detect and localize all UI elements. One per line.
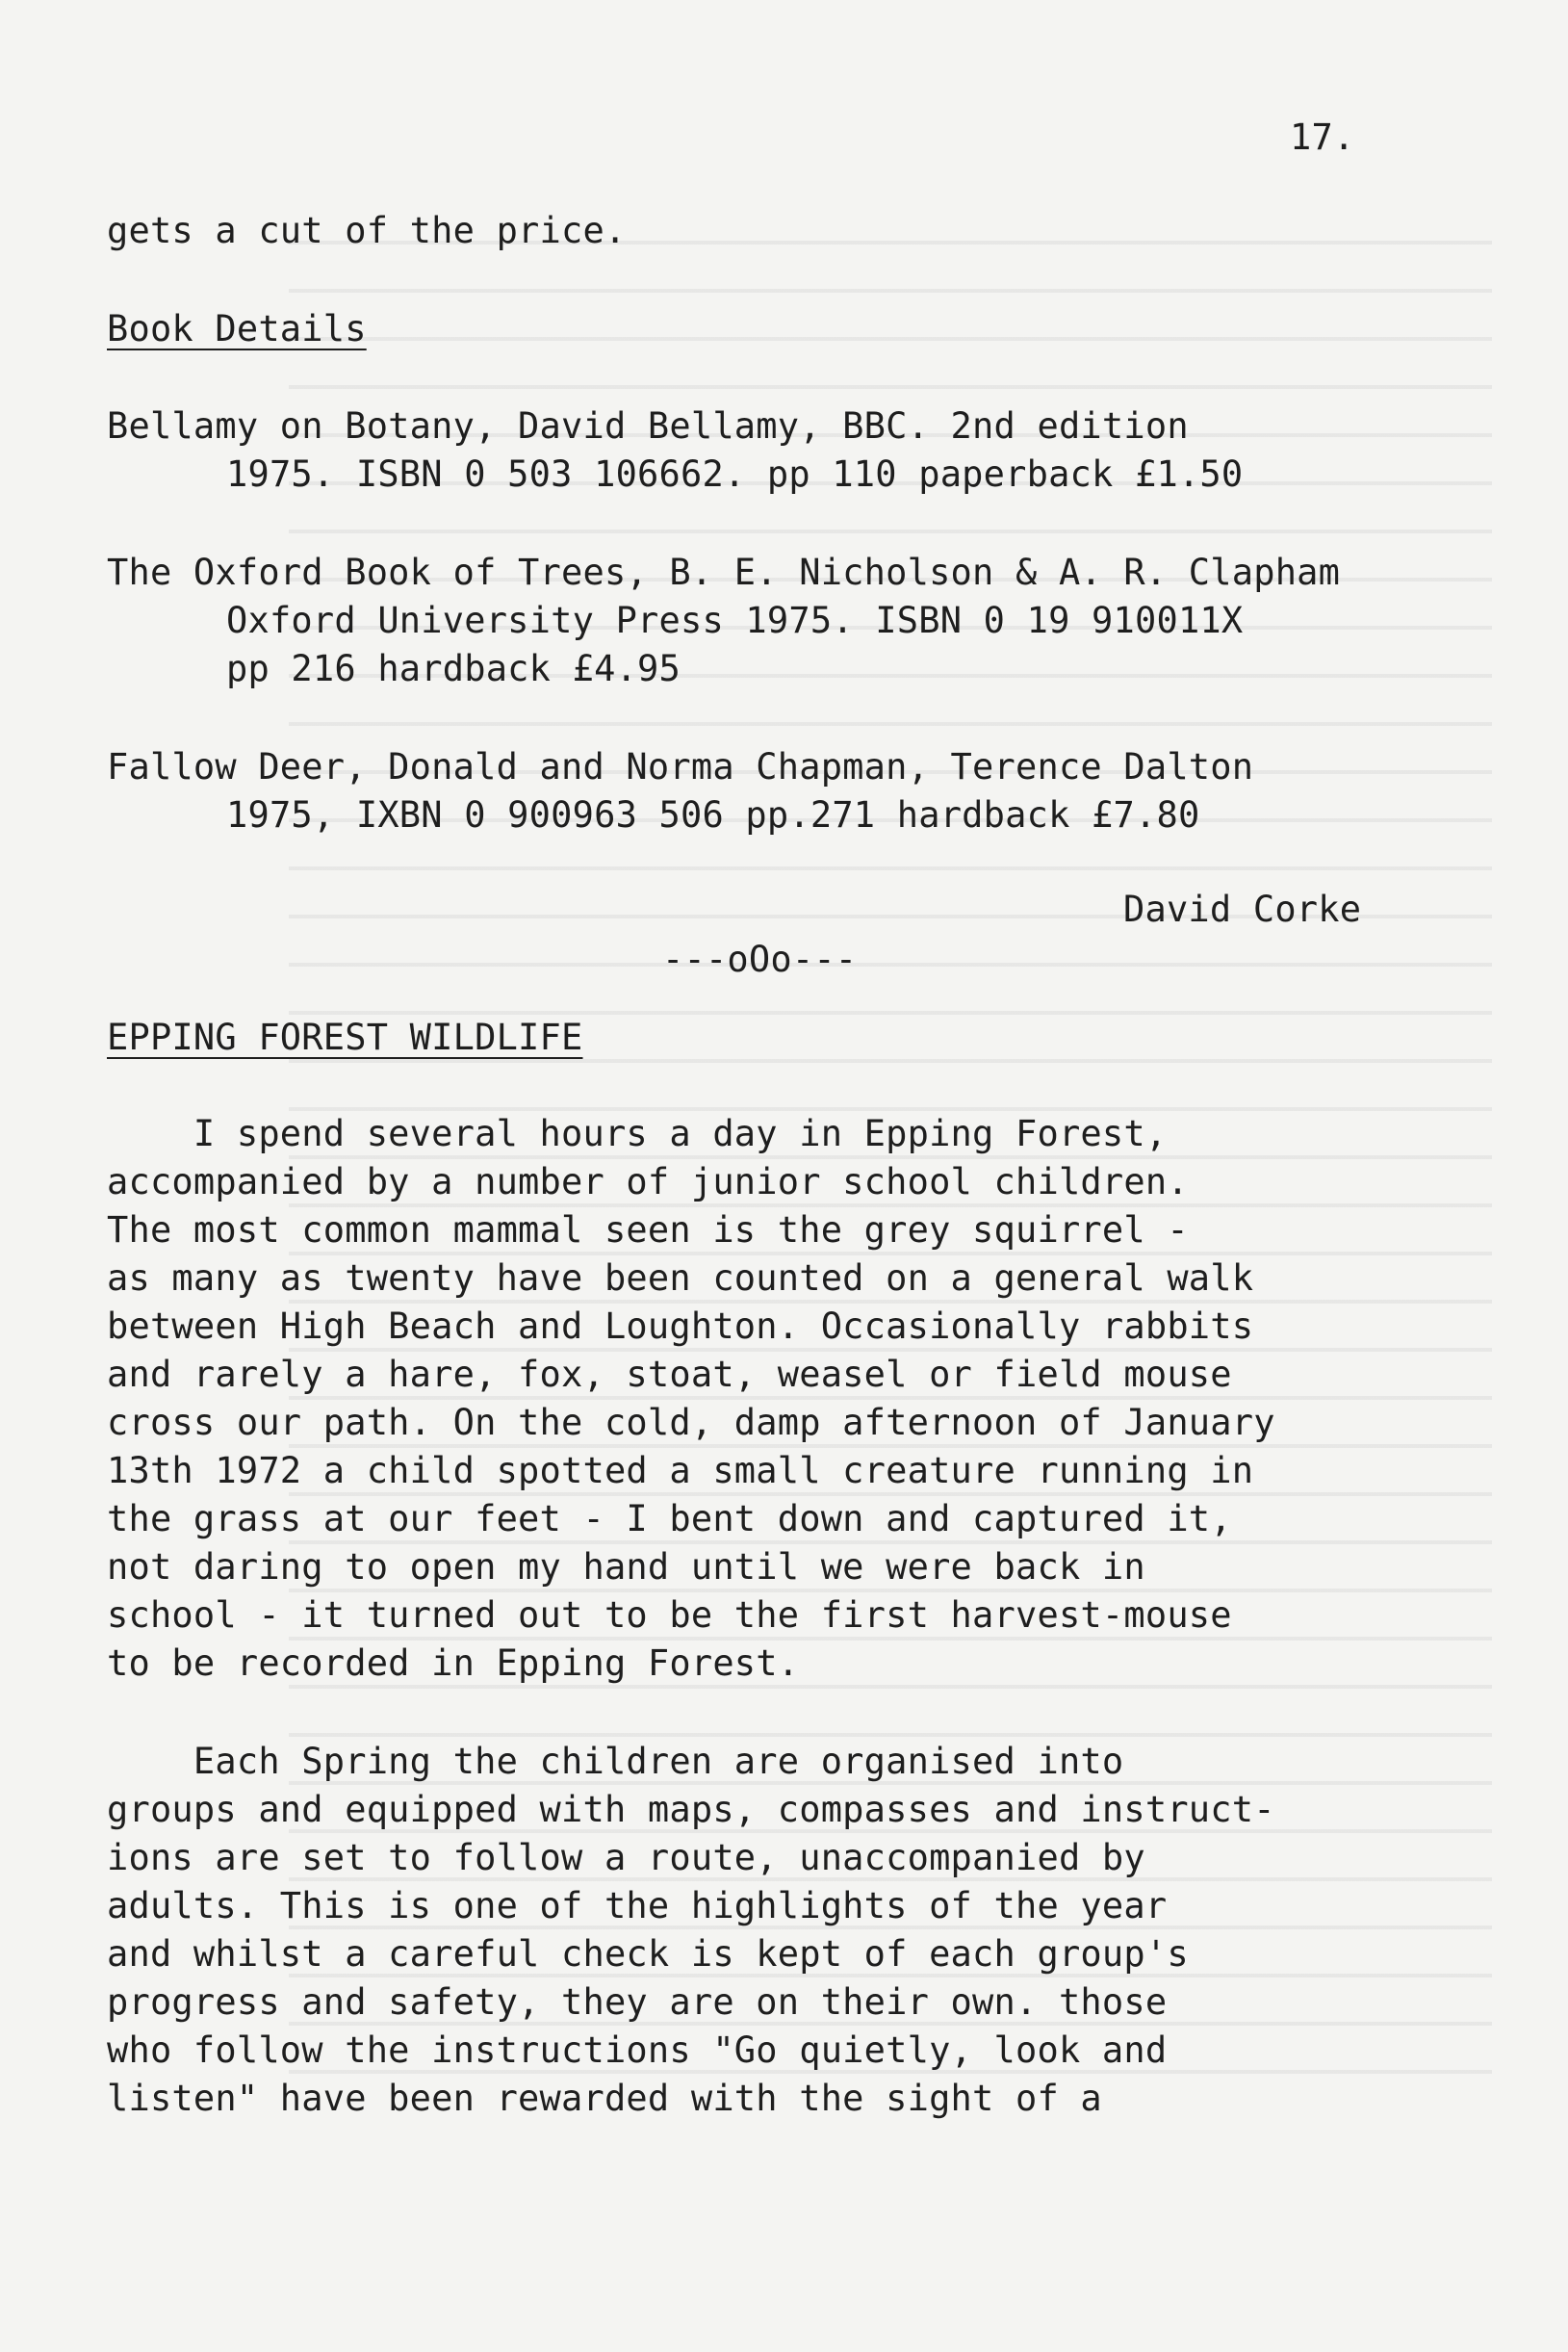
paragraph-2-line-8: listen" have been rewarded with the sight of a	[107, 2078, 1102, 2119]
paragraph-1-line-11: school - it turned out to be the first harvest-mouse	[107, 1594, 1232, 1636]
book-entry-2-line-3: pp 216 hardback £4.95	[226, 648, 681, 689]
paragraph-2-line-7: who follow the instructions "Go quietly, look and	[107, 2029, 1168, 2071]
paragraph-1-line-5: between High Beach and Loughton. Occasionally rabbits	[107, 1305, 1254, 1347]
paragraph-1-line-3: The most common mammal seen is the grey squirrel -	[107, 1209, 1189, 1251]
paragraph-1-line-4: as many as twenty have been counted on a general walk	[107, 1257, 1254, 1299]
book-entry-1-line-1: Bellamy on Botany, David Bellamy, BBC. 2nd edition	[107, 405, 1189, 447]
section-separator: ---oOo---	[662, 939, 858, 980]
paragraph-2-line-3: ions are set to follow a route, unaccompanied by	[107, 1837, 1145, 1878]
paragraph-2-line-4: adults. This is one of the highlights of the year	[107, 1885, 1168, 1926]
book-entry-3-line-1: Fallow Deer, Donald and Norma Chapman, Terence Dalton	[107, 746, 1254, 788]
paragraph-2-line-5: and whilst a careful check is kept of each group's	[107, 1933, 1189, 1975]
paragraph-2-line-6: progress and safety, they are on their own. those	[107, 1981, 1168, 2023]
article-heading: EPPING FOREST WILDLIFE	[107, 1017, 583, 1058]
book-entry-2-line-2: Oxford University Press 1975. ISBN 0 19 910011X	[226, 600, 1244, 641]
paragraph-2-line-1: Each Spring the children are organised into	[107, 1741, 1124, 1782]
book-entry-2-line-1: The Oxford Book of Trees, B. E. Nicholson & A. R. Clapham	[107, 552, 1341, 593]
book-details-heading: Book Details	[107, 308, 367, 349]
page-number: 17.	[1290, 116, 1355, 158]
paragraph-1-line-8: 13th 1972 a child spotted a small creature running in	[107, 1450, 1254, 1491]
paragraph-1-line-6: and rarely a hare, fox, stoat, weasel or field mouse	[107, 1354, 1232, 1395]
paragraph-1-line-1: I spend several hours a day in Epping Forest,	[107, 1113, 1168, 1154]
book-entry-1-line-2: 1975. ISBN 0 503 106662. pp 110 paperback £1.50	[226, 453, 1244, 495]
author-signature: David Corke	[1123, 889, 1362, 930]
book-entry-3-line-2: 1975, IXBN 0 900963 506 pp.271 hardback £7.80	[226, 794, 1200, 836]
opening-line: gets a cut of the price.	[107, 210, 627, 251]
paragraph-1-line-2: accompanied by a number of junior school children.	[107, 1161, 1189, 1202]
paragraph-2-line-2: groups and equipped with maps, compasses and instruct-	[107, 1789, 1275, 1830]
paragraph-1-line-12: to be recorded in Epping Forest.	[107, 1642, 800, 1684]
paragraph-1-line-9: the grass at our feet - I bent down and captured it,	[107, 1498, 1232, 1539]
paragraph-1-line-7: cross our path. On the cold, damp afternoon of January	[107, 1402, 1275, 1443]
paragraph-1-line-10: not daring to open my hand until we were back in	[107, 1546, 1145, 1588]
